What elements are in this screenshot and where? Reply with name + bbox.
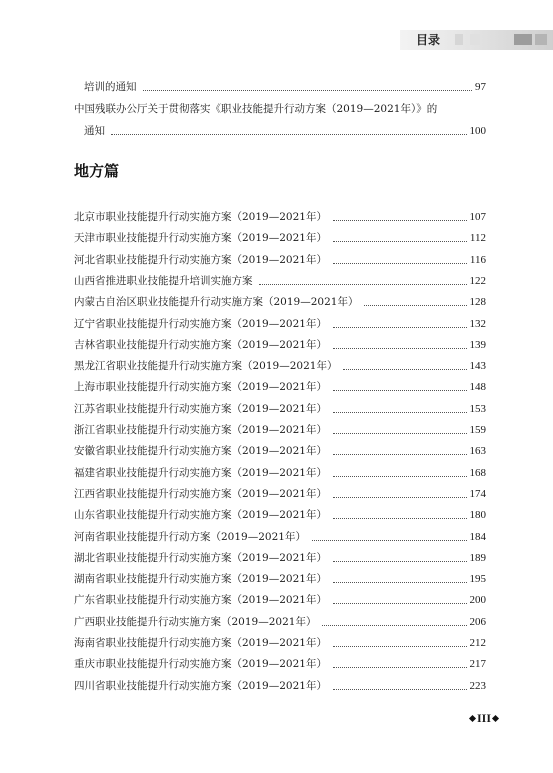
section-title: 地方篇 [74,162,120,180]
toc-entry-page: 159 [469,424,486,436]
header-decoration [455,34,463,45]
toc-entry-title: 内蒙古自治区职业技能提升行动实施方案（2019—2021年） [74,296,359,309]
toc-entry-page: 122 [469,274,486,287]
toc-entry-page: 100 [469,125,486,137]
header-decoration [535,34,547,45]
toc-entry[interactable] [74,417,486,437]
toc-leader-dots [333,560,467,562]
toc-entry[interactable] [84,118,486,138]
toc-leader-dots [333,432,467,434]
toc-entry-title: 重庆市职业技能提升行动实施方案（2019—2021年） [74,658,327,671]
toc-entry-page: 163 [469,445,486,458]
toc-entry-page: 132 [469,317,486,330]
toc-entry-page: 206 [469,615,486,628]
toc-entry-page: 223 [469,679,486,692]
toc-entry[interactable] [74,225,486,245]
toc-leader-dots [312,539,467,541]
diamond-icon [469,715,476,722]
toc-entry[interactable] [74,524,486,544]
toc-entry[interactable] [84,74,486,94]
page-number: III [477,711,492,725]
toc-leader-dots [333,326,467,328]
toc-entry-page: 116 [469,253,486,266]
toc-leader-dots [333,496,467,498]
toc-entry-title: 上海市职业技能提升行动实施方案（2019—2021年） [74,381,327,394]
toc-entry-title: 培训的通知 [84,81,137,93]
toc-entry-title: 福建省职业技能提升行动实施方案（2019—2021年） [74,466,327,479]
toc-entry[interactable] [74,460,486,480]
toc-entry-title: 江苏省职业技能提升行动实施方案（2019—2021年） [74,402,327,415]
toc-entry-page: 180 [469,509,486,522]
toc-entry[interactable] [74,545,486,565]
toc-entry-title: 辽宁省职业技能提升行动实施方案（2019—2021年） [74,317,327,330]
toc-entry-page: 97 [475,81,486,93]
diamond-icon [492,715,499,722]
toc-entry-page: 139 [469,338,486,351]
toc-entry[interactable] [74,651,486,671]
toc-entry-title: 湖南省职业技能提升行动实施方案（2019—2021年） [74,573,327,586]
toc-entry-page: 107 [469,211,486,223]
toc-leader-dots [333,262,467,264]
toc-leader-dots [333,602,467,604]
toc-entry-title: 黑龙江省职业技能提升行动实施方案（2019—2021年） [74,360,338,373]
toc-entry-title: 安徽省职业技能提升行动实施方案（2019—2021年） [74,445,327,458]
toc-entry-title: 广东省职业技能提升行动实施方案（2019—2021年） [74,594,327,607]
toc-leader-dots [333,645,467,647]
toc-entry-page: 112 [469,232,486,245]
toc-leader-dots [343,368,466,370]
toc-leader-dots [364,304,466,306]
toc-entry-page: 153 [469,402,486,415]
toc-entry[interactable] [74,502,486,522]
toc-entry-title: 山西省推进职业技能提升培训实施方案 [74,274,253,287]
toc-entry[interactable] [74,268,486,288]
toc-entry-title-line1[interactable]: 中国残联办公厅关于贯彻落实《职业技能提升行动方案（2019—2021年）》的 [74,103,438,115]
toc-entry-title: 浙江省职业技能提升行动实施方案（2019—2021年） [74,424,327,436]
toc-entry-page: 189 [469,551,486,564]
toc-entry-page: 200 [469,594,486,607]
toc-entry-title: 河南省职业技能提升行动方案（2019—2021年） [74,530,306,543]
toc-leader-dots [333,347,467,349]
toc-entry-page: 148 [469,381,486,394]
toc-leader-dots [259,283,467,285]
toc-entry-title-line2: 通知 [84,125,105,137]
toc-entry-page: 195 [469,573,486,586]
toc-entry[interactable] [74,609,486,629]
toc-entry-page: 174 [469,487,486,500]
toc-leader-dots [333,666,467,668]
toc-entry-title: 海南省职业技能提升行动实施方案（2019—2021年） [74,637,327,649]
page-footer [470,711,498,726]
toc-entry-title: 广西职业技能提升行动实施方案（2019—2021年） [74,615,317,628]
toc-entry-title: 江西省职业技能提升行动实施方案（2019—2021年） [74,487,327,500]
toc-leader-dots [333,411,467,413]
header-title: 目录 [416,33,441,47]
toc-leader-dots [333,688,467,690]
toc-entry[interactable] [74,673,486,693]
toc-leader-dots [322,624,466,626]
toc-entry-title: 吉林省职业技能提升行动实施方案（2019—2021年） [74,338,327,351]
toc-leader-dots [333,389,467,391]
toc-entry-page: 128 [469,296,486,309]
toc-entry-page: 217 [469,658,486,671]
toc-entry-page: 212 [469,637,486,649]
toc-leader-dots [333,475,467,477]
toc-entry[interactable] [74,587,486,607]
toc-entry[interactable] [74,481,486,501]
toc-entry[interactable] [74,396,486,416]
toc-entry[interactable] [74,353,486,373]
toc-entry[interactable] [74,204,486,224]
toc-leader-dots [143,89,473,91]
toc-entry-page: 168 [469,466,486,479]
toc-leader-dots [111,133,467,135]
toc-entry-title: 河北省职业技能提升行动实施方案（2019—2021年） [74,253,327,266]
header-decoration [514,34,532,45]
toc-entry-page: 184 [469,530,486,543]
toc-entry[interactable] [74,247,486,267]
toc-entry-title: 湖北省职业技能提升行动实施方案（2019—2021年） [74,551,327,564]
toc-leader-dots [333,517,467,519]
toc-entry-title: 北京市职业技能提升行动实施方案（2019—2021年） [74,211,327,223]
toc-leader-dots [333,219,467,221]
toc-entry[interactable] [74,566,486,586]
toc-entry[interactable] [74,630,486,650]
toc-entry[interactable] [74,374,486,394]
toc-leader-dots [333,453,467,455]
toc-entry-page: 143 [469,360,486,373]
toc-entry-title: 四川省职业技能提升行动实施方案（2019—2021年） [74,679,327,692]
toc-leader-dots [333,240,467,242]
toc-entry-title: 山东省职业技能提升行动实施方案（2019—2021年） [74,509,327,522]
toc-entry[interactable] [74,332,486,352]
toc-entry-title: 天津市职业技能提升行动实施方案（2019—2021年） [74,232,327,245]
toc-entry[interactable] [74,289,486,309]
toc-entry[interactable] [74,311,486,331]
toc-entry[interactable] [74,438,486,458]
header-decoration [470,34,480,45]
toc-leader-dots [333,581,467,583]
